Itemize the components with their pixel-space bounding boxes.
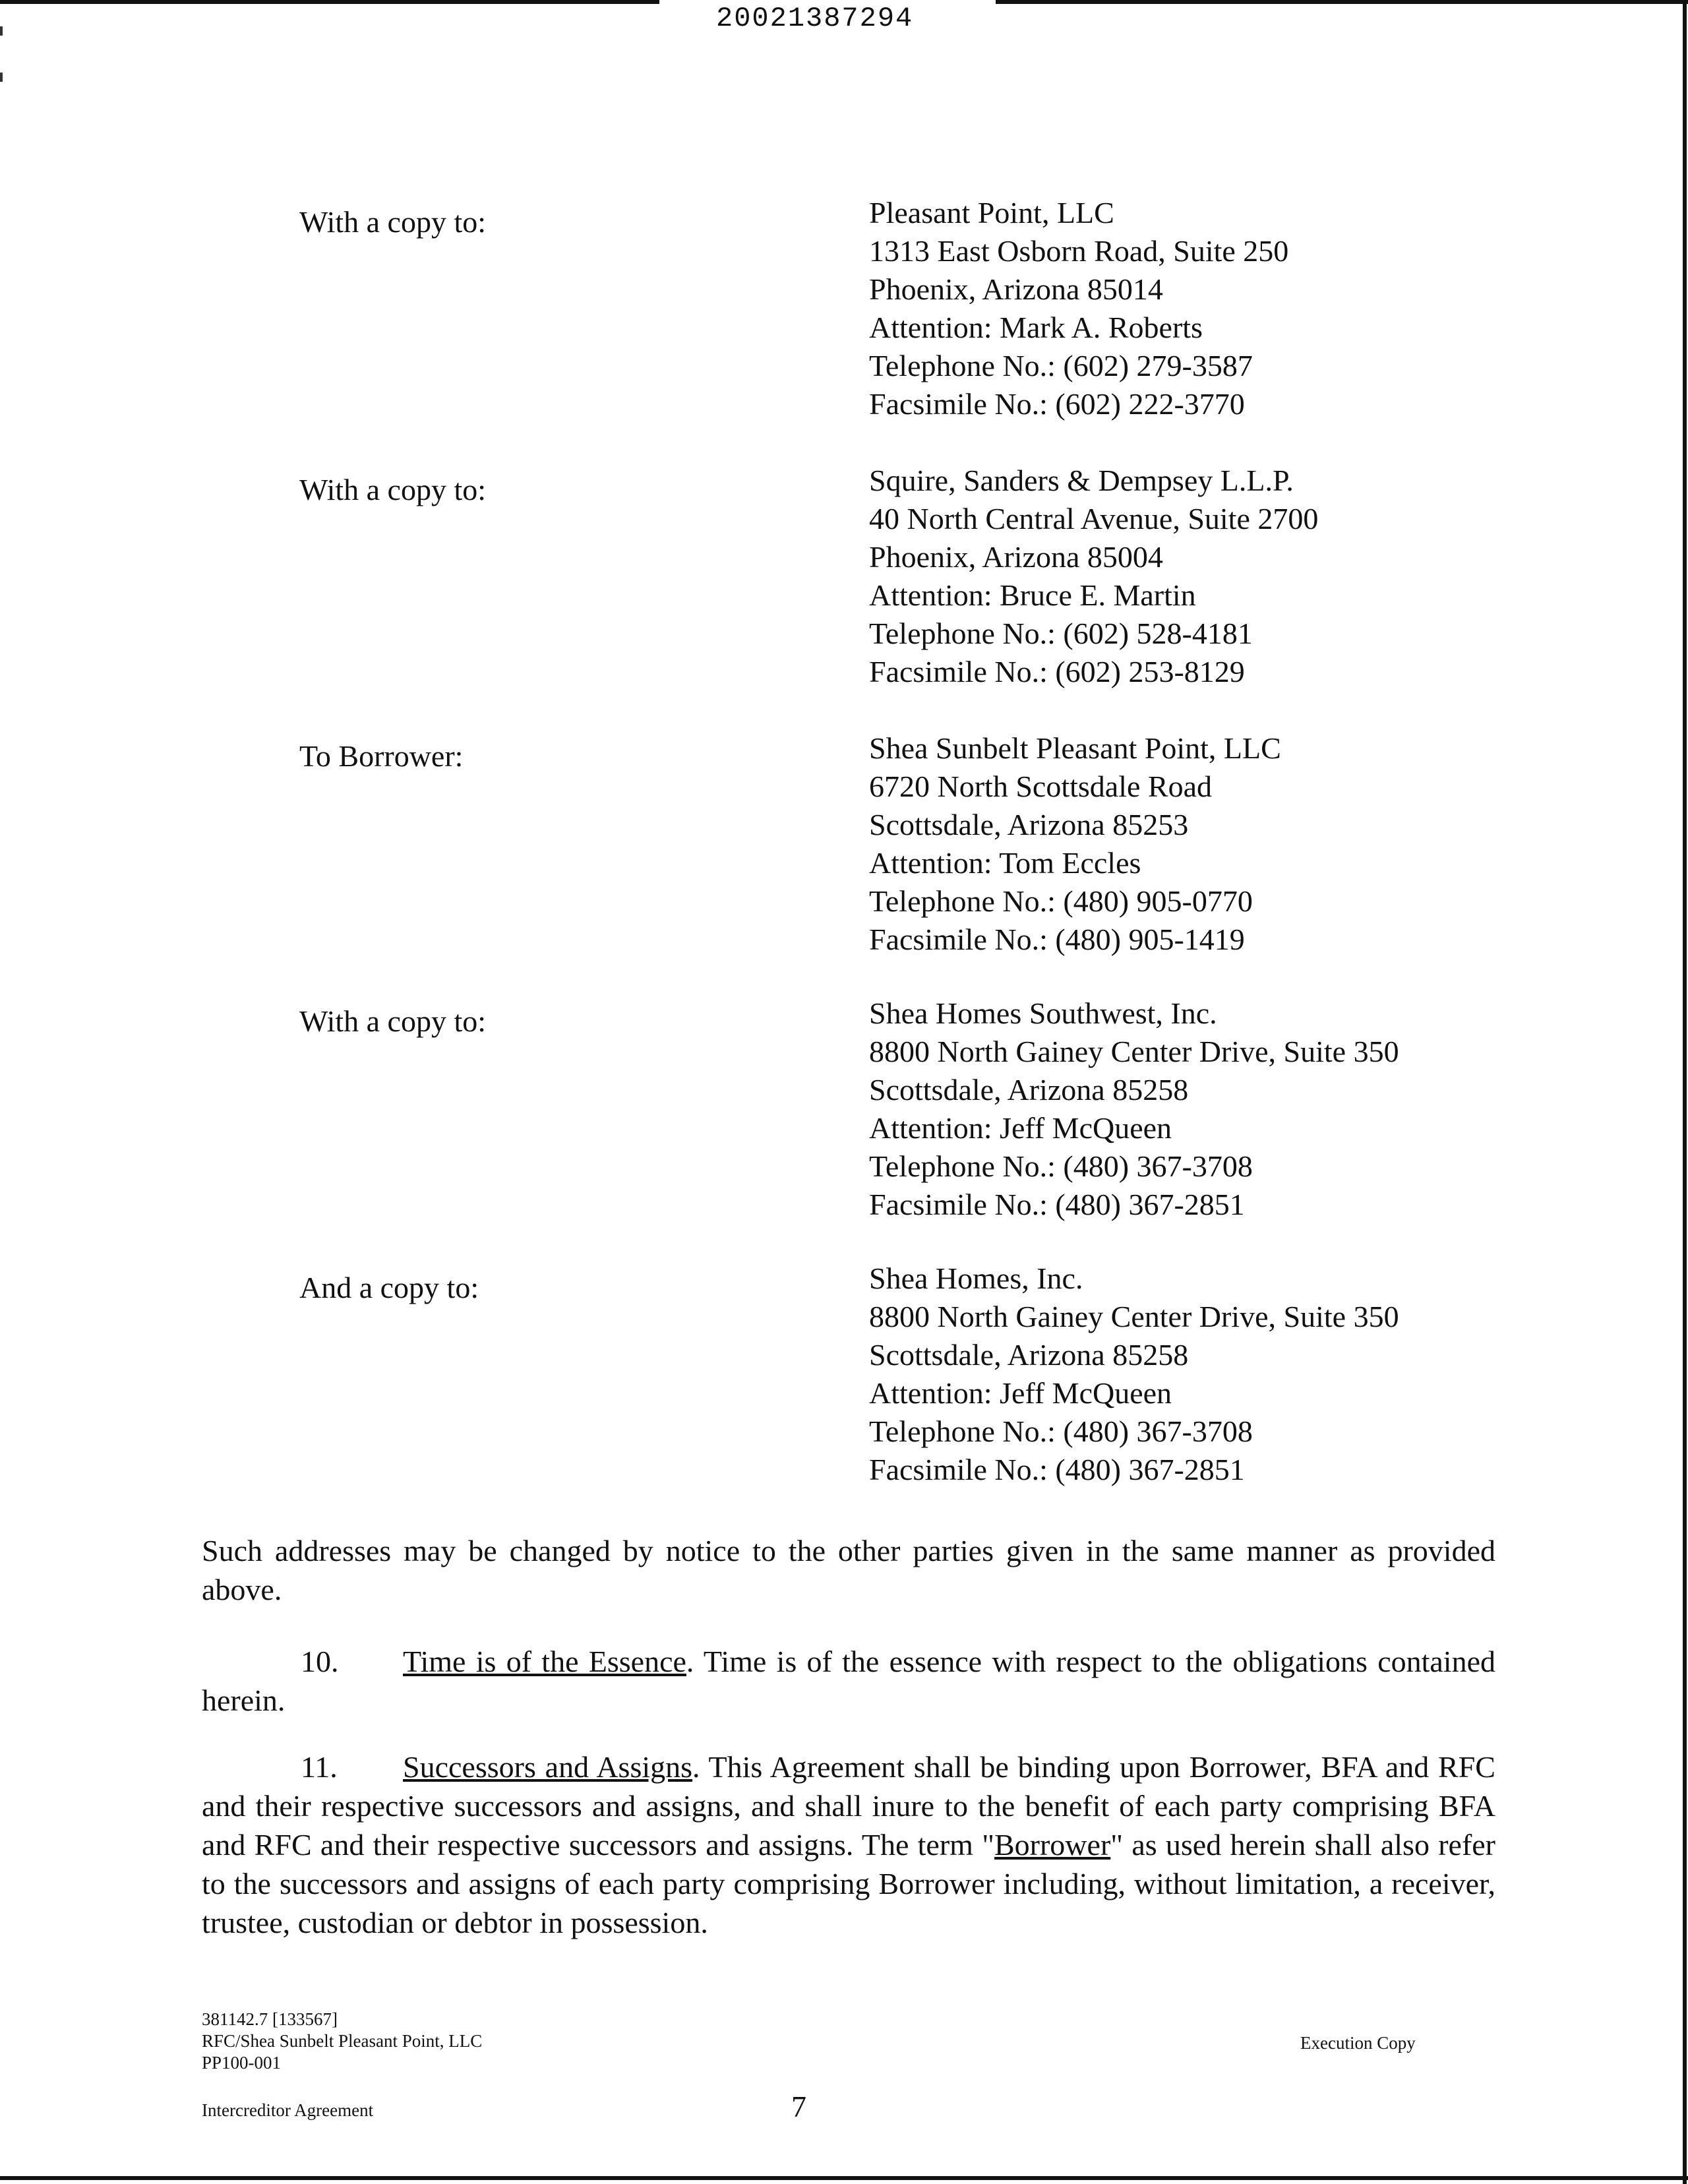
page-border-top-right [996,0,1688,4]
defined-term: Borrower [994,1828,1111,1862]
notice-label: And a copy to: [299,1271,479,1304]
address-line: Scottsdale, Arizona 85258 [869,1073,1189,1107]
address-line: Pleasant Point, LLC [869,196,1114,229]
address-line: Facsimile No.: (602) 253-8129 [869,655,1245,688]
address-line: Facsimile No.: (480) 367-2851 [869,1188,1245,1221]
notice-label: With a copy to: [299,205,487,239]
address-line: Telephone No.: (602) 279-3587 [869,349,1253,382]
page-border-top-left [0,0,659,4]
notice-label: To Borrower: [299,739,464,773]
section-text: . This Agreement shall be binding upon Borrower, BFA and RFC and their respective successors and assigns, and shall inure to the benefit of each party comprising BFA and RFC and their respective successors and assigns. The term " [202,1750,1495,1862]
section-number: 11. [301,1750,338,1784]
page-border-right [1683,0,1687,2184]
address-line: Shea Sunbelt Pleasant Point, LLC [869,731,1281,765]
footer-execution-copy: Execution Copy [1300,2033,1416,2053]
scan-mark [0,26,3,36]
section-number: 10. [301,1645,339,1678]
address-line: Facsimile No.: (480) 367-2851 [869,1453,1245,1486]
notice-address [869,994,1399,1224]
section-heading: Time is of the Essence [403,1645,686,1678]
address-line: Telephone No.: (480) 367-3708 [869,1414,1253,1448]
address-line: Attention: Jeff McQueen [869,1111,1172,1145]
notice-label: With a copy to: [299,1004,487,1038]
notice-address [869,194,1288,423]
address-line: Phoenix, Arizona 85004 [869,540,1163,574]
address-line: Telephone No.: (602) 528-4181 [869,617,1253,650]
address-line: 8800 North Gainey Center Drive, Suite 350 [869,1300,1399,1333]
address-line: 1313 East Osborn Road, Suite 250 [869,234,1289,268]
address-line: Telephone No.: (480) 367-3708 [869,1149,1253,1183]
address-line: Attention: Mark A. Roberts [869,311,1203,344]
scan-mark [0,73,3,82]
address-line: Facsimile No.: (602) 222-3770 [869,387,1245,421]
address-line: Shea Homes, Inc. [869,1261,1083,1295]
section-text: " as used herein shall also refer to the successors and assigns of each party comprising Borrower including, without limitation, a receiver, trustee, custodian or debtor in possession. [202,1828,1495,1939]
notice-address [869,462,1318,691]
address-line: Scottsdale, Arizona 85258 [869,1338,1189,1372]
footer-line: PP100-001 [202,2053,282,2073]
footer-line: RFC/Shea Sunbelt Pleasant Point, LLC [202,2031,483,2051]
addresses-note-paragraph: Such addresses may be changed by notice to the other parties given in the same manner as provided above. [202,1534,1495,1606]
page-number: 7 [791,2090,806,2123]
address-line: 6720 North Scottsdale Road [869,770,1212,803]
document-number: 20021387294 [716,3,914,34]
address-line: 8800 North Gainey Center Drive, Suite 350 [869,1035,1399,1068]
address-line: Telephone No.: (480) 905-0770 [869,884,1253,918]
address-line: Scottsdale, Arizona 85253 [869,808,1189,841]
address-line: Attention: Bruce E. Martin [869,578,1196,612]
notice-address [869,1259,1399,1489]
section-10-paragraph [202,1642,1495,1720]
address-line: Squire, Sanders & Dempsey L.L.P. [869,464,1294,497]
footer-agreement-name: Intercreditor Agreement [202,2100,374,2120]
footer-reference [202,2009,482,2074]
address-line: Attention: Jeff McQueen [869,1376,1172,1410]
section-text: . Time is of the essence with respect to the obligations contained herein. [202,1645,1496,1717]
section-11-paragraph [202,1747,1495,1942]
page-border-bottom [0,2176,1688,2180]
address-line: Facsimile No.: (480) 905-1419 [869,923,1245,956]
section-heading: Successors and Assigns [403,1750,693,1784]
footer-line: 381142.7 [133567] [202,2009,338,2029]
address-line: Shea Homes Southwest, Inc. [869,996,1217,1030]
address-line: Attention: Tom Eccles [869,846,1141,880]
notice-label: With a copy to: [299,473,487,506]
address-line: Phoenix, Arizona 85014 [869,272,1163,306]
address-line: 40 North Central Avenue, Suite 2700 [869,502,1319,535]
notice-address [869,729,1281,959]
